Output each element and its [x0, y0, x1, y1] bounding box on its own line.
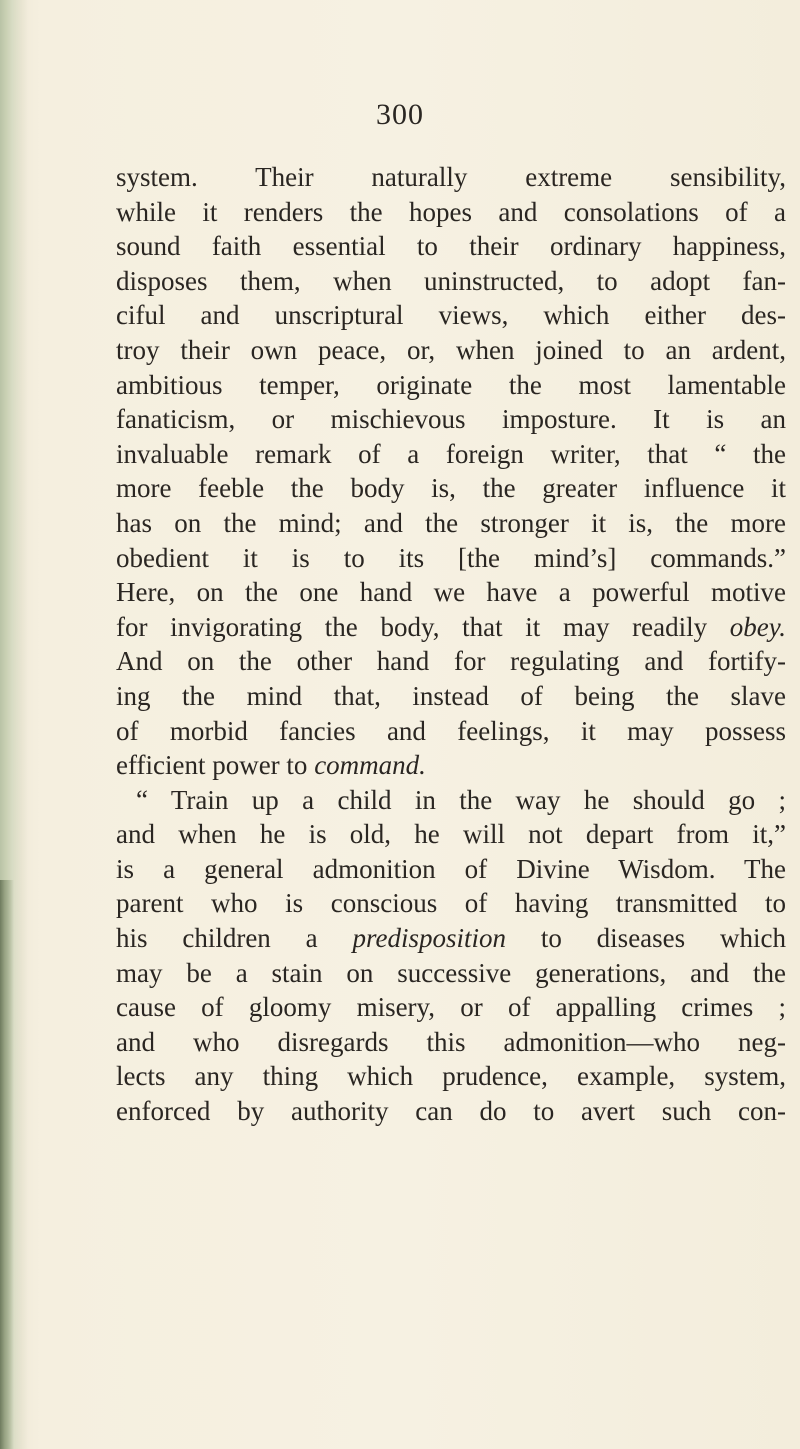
text-line: may be a stain on successive generations, and the [116, 957, 786, 988]
text-line: cause of gloomy misery, or of appalling crimes ; [116, 992, 786, 1023]
emphasis-text: predisposition [352, 923, 506, 954]
text-line: and who disregards this admonition—who neg- [116, 1026, 786, 1057]
text-line: ciful and unscriptural views, which either des- [116, 300, 786, 331]
text-line: enforced by authority can do to avert such con- [116, 1096, 786, 1127]
text-line: ing the mind that, instead of being the slave [116, 680, 786, 711]
text-line: Here, on the one hand we have a powerful motive [116, 577, 786, 608]
text-line: of morbid fancies and feelings, it may possess [116, 715, 786, 746]
text-line: lects any thing which prudence, example, system, [116, 1061, 786, 1092]
text-line: “ Train up a child in the way he should go ; [136, 784, 786, 815]
text-line: more feeble the body is, the greater influence it [116, 473, 786, 504]
text-line: is a general admonition of Divine Wisdom. The [116, 853, 786, 884]
body-text [116, 160, 786, 1129]
text-line: troy their own peace, or, when joined to an ardent, [116, 334, 786, 365]
emphasis-text: command. [314, 750, 426, 781]
text-line [116, 610, 786, 645]
text-run: his children a [116, 923, 353, 954]
text-run: for invigorating the body, that it may readily [116, 611, 730, 642]
text-run: to diseases which [506, 923, 786, 954]
page-number: 300 [376, 98, 424, 131]
text-line: And on the other hand for regulating and fortify- [116, 646, 786, 677]
text-line: and when he is old, he will not depart from it,” [116, 819, 786, 850]
text-line: disposes them, when uninstructed, to adopt fan- [116, 265, 786, 296]
text-line: ambitious temper, originate the most lamentable [116, 369, 786, 400]
text-line [116, 748, 786, 783]
text-line: system. Their naturally extreme sensibility, [116, 162, 786, 192]
text-line: fanaticism, or mischievous imposture. It is an [116, 404, 786, 435]
emphasis-text: obey. [729, 611, 786, 642]
text-line: obedient it is to its [the mind’s] commands.” [116, 542, 786, 573]
binding-shadow [0, 880, 14, 1449]
text-run: efficient power to [116, 750, 315, 781]
text-line [116, 921, 786, 956]
text-line: parent who is conscious of having transmitted to [116, 888, 786, 919]
text-line: while it renders the hopes and consolations of a [116, 196, 786, 227]
text-line: invaluable remark of a foreign writer, that “ the [116, 438, 786, 469]
text-line: sound faith essential to their ordinary happiness, [116, 231, 786, 262]
text-line: has on the mind; and the stronger it is, the more [116, 507, 786, 538]
